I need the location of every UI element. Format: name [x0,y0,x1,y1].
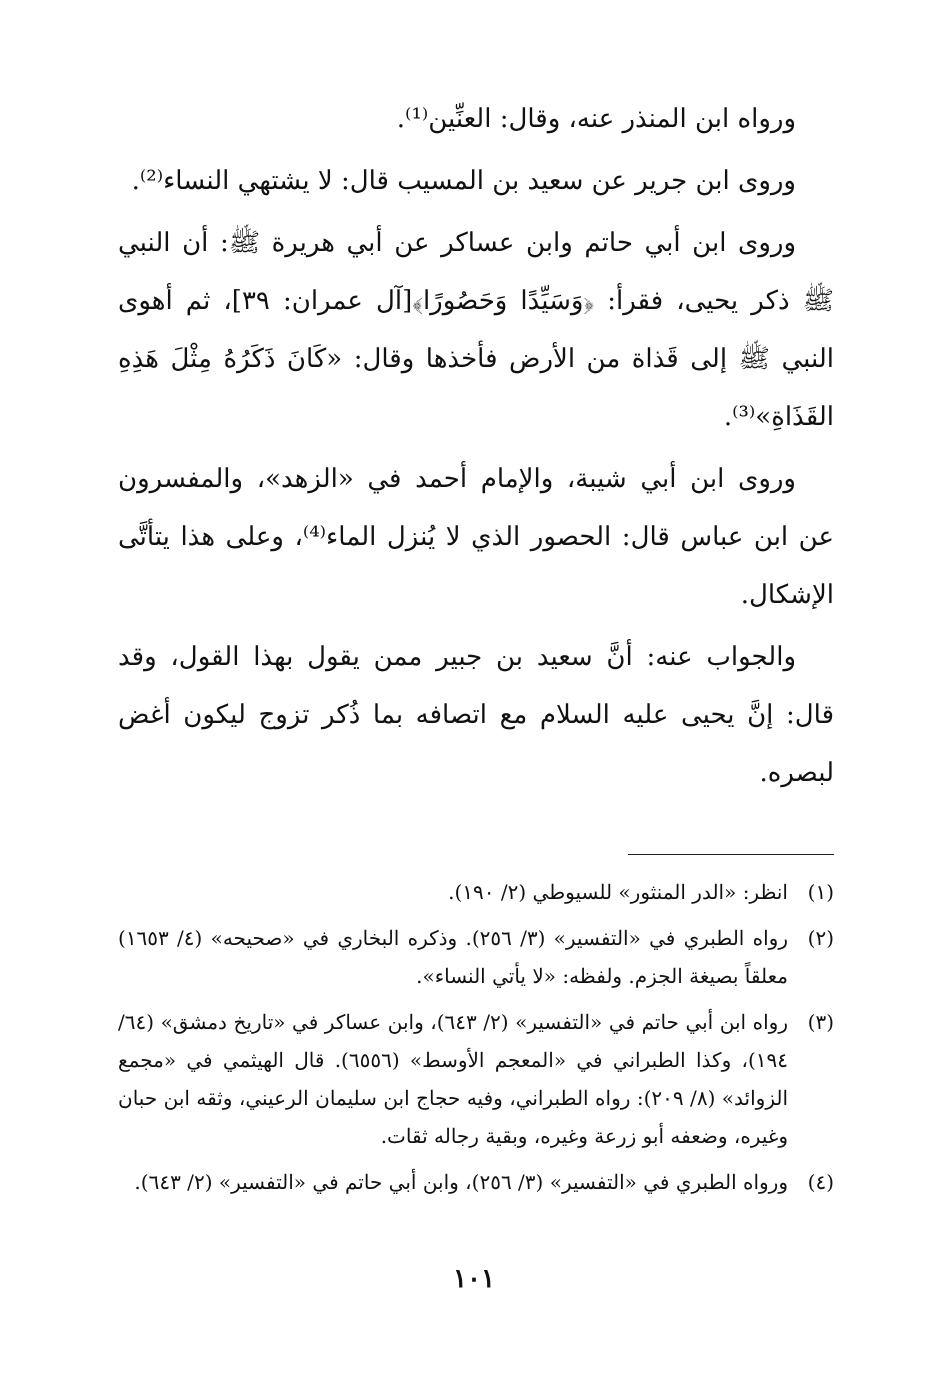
paragraph: والجواب عنه: أنَّ سعيد بن جبير ممن يقول بهذا القول، وقد قال: إنَّ يحيى عليه السلام مع اتصافه بما ذُكر تزوج ليكون أغض لبصره. [118,642,834,788]
footnote-number: (٣) [807,1010,834,1034]
footnote-number: (٤) [807,1170,834,1194]
paragraph: ورواه ابن المنذر عنه، وقال: العنِّين⁽¹⁾. [396,104,796,134]
footnote [118,1003,834,1155]
footnote-text: ورواه الطبري في «التفسير» (٣/ ٢٥٦)، وابن أبي حاتم في «التفسير» (٢/ ٦٤٣). [134,1170,788,1194]
footnote-text: انظر: «الدر المنثور» للسيوطي (٢/ ١٩٠). [448,880,788,904]
footnote [118,919,834,995]
footnote-separator [628,854,834,855]
main-text [118,90,834,802]
book-page [118,90,834,1209]
footnote-text: رواه الطبري في «التفسير» (٣/ ٢٥٦). وذكره البخاري في «صحيحه» (٤/ ١٦٥٣) معلقاً بصيغة الجزم. ولفظه: «لا يأتي النساء». [118,926,788,988]
paragraph: وروى ابن جرير عن سعيد بن المسيب قال: لا يشتهي النساء⁽²⁾. [131,166,796,196]
footnote [118,873,834,911]
footnote [118,1163,834,1201]
footnote-text: رواه ابن أبي حاتم في «التفسير» (٢/ ٦٤٣)، وابن عساكر في «تاريخ دمشق» (٦٤/ ١٩٤)، وكذا الطبراني في «المعجم الأوسط» (٦٥٥٦). قال الهيثمي في «مجمع الزوائد» (٨/ ٢٠٩): رواه الطبراني، وفيه حجاج ابن سليمان الرعيني، وثقه ابن حبان وغيره، وضعفه أبو زرعة وغيره، وبقية رجاله ثقات. [118,1010,789,1148]
footnote-number: (٢) [807,926,834,950]
page-number: ١٠١ [453,1264,495,1294]
footnotes [118,873,834,1201]
paragraph: وروى ابن أبي شيبة، والإمام أحمد في «الزهد»، والمفسرون عن ابن عباس قال: الحصور الذي لا يُنزل الماء⁽⁴⁾، وعلى هذا يتأتَّى الإشكال. [118,464,834,610]
footnote-number: (١) [807,880,834,904]
paragraph: وروى ابن أبي حاتم وابن عساكر عن أبي هريرة ﷺ: أن النبي ﷺ ذكر يحيى، فقرأ: ﴿وَسَيِّدًا وَحَصُورًا﴾[آل عمران: ٣٩]، ثم أهوى النبي ﷺ إلى قَذاة من الأرض فأخذها وقال: «كَانَ ذَكَرُهُ مِثْلَ هَذِهِ القَذَاةِ»⁽³⁾. [118,228,835,432]
